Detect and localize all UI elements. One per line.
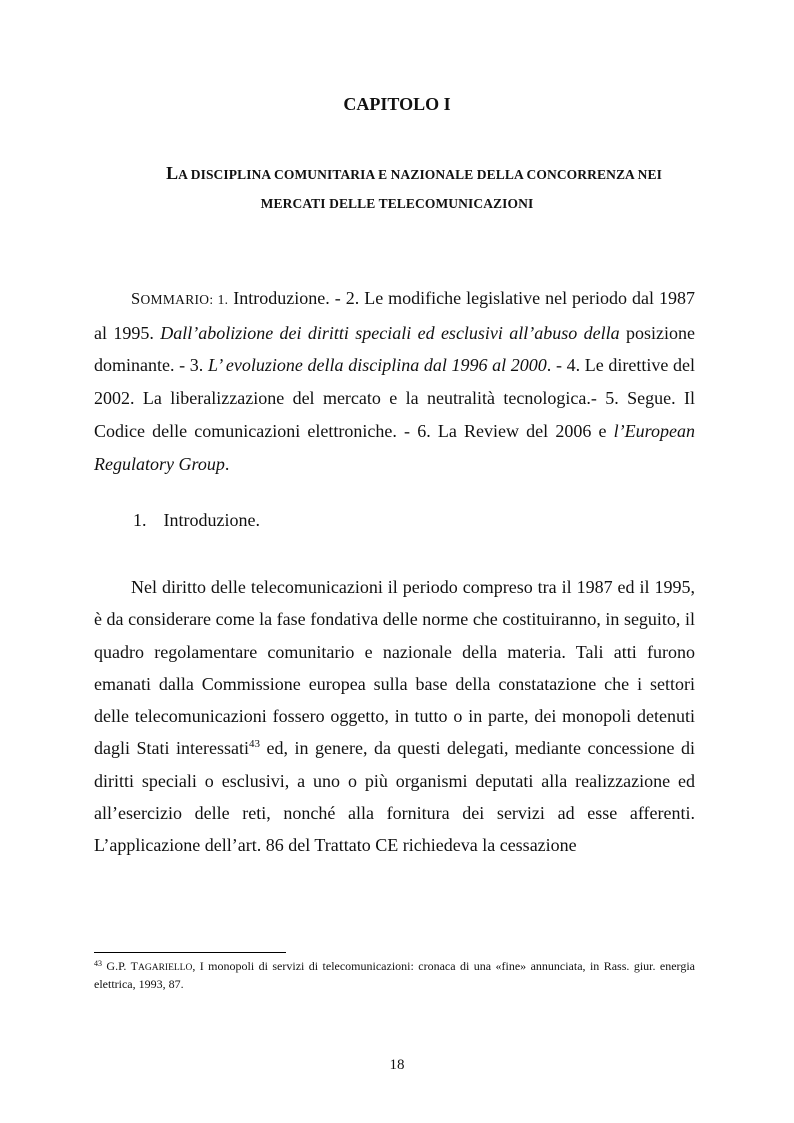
- heading-initial: L: [166, 163, 179, 183]
- section-title: Introduzione.: [163, 510, 260, 530]
- summary-italic-3: l’European Regulatory Group: [94, 420, 695, 474]
- paragraph-part-1: Nel diritto delle telecomunicazioni il periodo compreso tra il 1987 ed il 1995, è da considerare come la fase fondativa delle norme che costituiranno, in seguito, il quadro regolamentare comunitario e nazionale della materia. Tali atti furono emanati dalla Commissione europea sulla base della constatazione che i settori delle telecomunicazioni fossero oggetto, in tutto o in parte, dei monopoli detenuti dagli Stati interessati: [94, 577, 695, 759]
- footnote: [94, 958, 695, 992]
- footnote-divider: [94, 952, 286, 953]
- chapter-title: CAPITOLO I: [343, 94, 451, 114]
- summary-label: SOMMARIO: 1.: [131, 289, 229, 308]
- heading-rest: A DISCIPLINA COMUNITARIA E NAZIONALE DELLA CONCORRENZA NEI: [178, 167, 662, 182]
- summary-text-3: . - 4. Le direttive del 2002. La liberalizzazione del mercato e la neutralità tecnologica.- 5. Segue. Il Codice delle comunicazioni elettroniche. - 6. La Review del 2006 e: [94, 355, 695, 441]
- chapter-summary: [94, 282, 695, 480]
- summary-text-4: .: [224, 453, 230, 474]
- footnote-reference[interactable]: 43: [249, 738, 260, 751]
- summary-italic-2: L’ evoluzione della disciplina dal 1996 al 2000: [207, 355, 547, 376]
- footnote-number: 43: [94, 959, 102, 968]
- page-number: 18: [389, 1057, 405, 1073]
- summary-text-2: posizione dominante. - 3.: [94, 322, 695, 376]
- summary-italic-1: Dall’abolizione dei diritti speciali ed esclusivi all’abuso della: [160, 322, 620, 343]
- paragraph-part-2: ed, in genere, da questi delegati, mediante concessione di diritti speciali o esclusivi, a uno o più organismi deputati alla realizzazione ed all’esercizio delle reti, nonché alla fornitura dei servizi ad esse afferenti. L’applicazione dell’art. 86 del Trattato CE richiedeva la cessazione: [94, 738, 695, 856]
- chapter-heading-line-2: MERCATI DELLE TELECOMUNICAZIONI: [260, 196, 534, 211]
- section-heading: [133, 510, 260, 531]
- footnote-text: , I monopoli di servizi di telecomunicazioni: cronaca di una «fine» annunciata, in Rass. giur. energia elettrica, 1993, 87.: [94, 959, 696, 991]
- footnote-author: G.P. TAGARIELLO: [102, 959, 193, 973]
- body-paragraph: [94, 571, 695, 862]
- chapter-heading-line-1: [0, 163, 794, 184]
- section-number: 1.: [133, 510, 147, 530]
- summary-text-1: Introduzione. - 2. Le modifiche legislative nel periodo dal 1987 al 1995.: [94, 288, 695, 343]
